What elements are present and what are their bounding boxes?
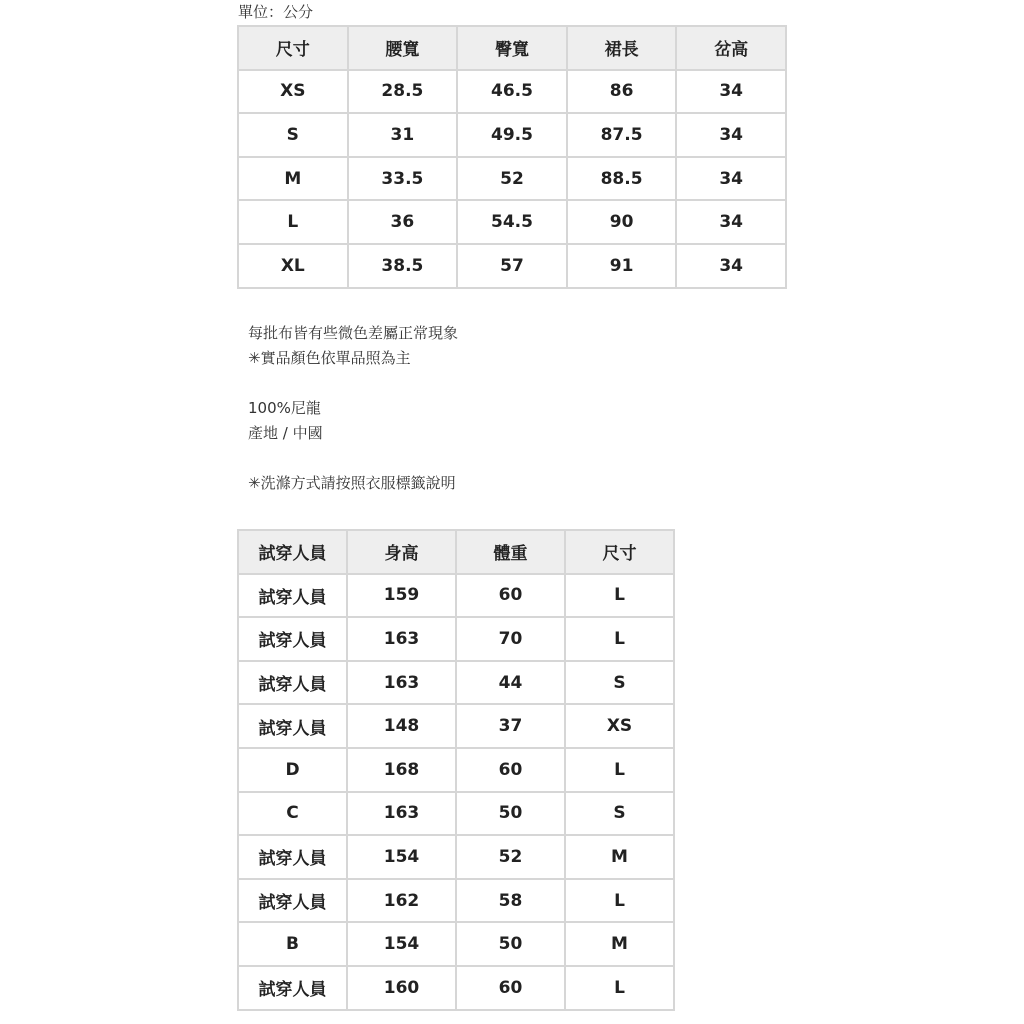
- size-cell: L: [238, 200, 348, 244]
- table-row: [238, 966, 674, 1010]
- color-notes: [248, 321, 458, 371]
- waist-cell: 33.5: [348, 157, 458, 201]
- weight-cell: 70: [456, 617, 565, 661]
- slit-cell: 34: [676, 70, 786, 114]
- length-cell: 90: [567, 200, 677, 244]
- length-cell: 86: [567, 70, 677, 114]
- color-note-line: 每批布皆有些微色差屬正常現象: [248, 324, 459, 342]
- size-cell: S: [238, 113, 348, 157]
- size-cell: M: [565, 835, 674, 879]
- table-row: [238, 574, 674, 618]
- model-header-weight: 體重: [456, 530, 565, 574]
- waist-cell: 36: [348, 200, 458, 244]
- waist-cell: 38.5: [348, 244, 458, 288]
- weight-cell: 58: [456, 879, 565, 923]
- unit-label: 單位：公分: [238, 3, 314, 21]
- size-cell: L: [565, 966, 674, 1010]
- size-cell: M: [565, 922, 674, 966]
- weight-cell: 37: [456, 704, 565, 748]
- hip-cell: 54.5: [457, 200, 567, 244]
- model-header-height: 身高: [347, 530, 456, 574]
- size-chart-header-row: [238, 26, 786, 70]
- waist-cell: 28.5: [348, 70, 458, 114]
- wash-notes: [248, 471, 456, 496]
- height-cell: 162: [347, 879, 456, 923]
- hip-cell: 46.5: [457, 70, 567, 114]
- weight-cell: 50: [456, 792, 565, 836]
- person-cell: C: [238, 792, 347, 836]
- table-row: [238, 244, 786, 288]
- size-cell: M: [238, 157, 348, 201]
- height-cell: 159: [347, 574, 456, 618]
- size-cell: L: [565, 617, 674, 661]
- slit-cell: 34: [676, 244, 786, 288]
- hip-cell: 52: [457, 157, 567, 201]
- height-cell: 154: [347, 835, 456, 879]
- weight-cell: 52: [456, 835, 565, 879]
- weight-cell: 44: [456, 661, 565, 705]
- table-row: [238, 113, 786, 157]
- slit-cell: 34: [676, 200, 786, 244]
- size-cell: L: [565, 748, 674, 792]
- person-cell: 試穿人員: [238, 661, 347, 705]
- length-cell: 87.5: [567, 113, 677, 157]
- size-header-waist: 腰寬: [348, 26, 458, 70]
- table-row: [238, 879, 674, 923]
- wash-text: ✳洗滌方式請按照衣服標籤說明: [248, 474, 456, 492]
- model-header-row: [238, 530, 674, 574]
- table-row: [238, 200, 786, 244]
- table-row: [238, 661, 674, 705]
- size-header-slit: 岔高: [676, 26, 786, 70]
- size-cell: L: [565, 574, 674, 618]
- hip-cell: 57: [457, 244, 567, 288]
- height-cell: 148: [347, 704, 456, 748]
- table-row: [238, 157, 786, 201]
- model-fit-table: [237, 529, 675, 1011]
- person-cell: 試穿人員: [238, 574, 347, 618]
- hip-cell: 49.5: [457, 113, 567, 157]
- model-header-size: 尺寸: [565, 530, 674, 574]
- height-cell: 154: [347, 922, 456, 966]
- table-row: [238, 748, 674, 792]
- height-cell: 163: [347, 792, 456, 836]
- table-row: [238, 704, 674, 748]
- person-cell: 試穿人員: [238, 879, 347, 923]
- person-cell: 試穿人員: [238, 617, 347, 661]
- weight-cell: 50: [456, 922, 565, 966]
- height-cell: 163: [347, 617, 456, 661]
- length-cell: 88.5: [567, 157, 677, 201]
- size-cell: S: [565, 792, 674, 836]
- slit-cell: 34: [676, 113, 786, 157]
- color-note-line: ✳實品顏色依單品照為主: [248, 349, 411, 367]
- person-cell: 試穿人員: [238, 835, 347, 879]
- table-row: [238, 70, 786, 114]
- height-cell: 168: [347, 748, 456, 792]
- size-cell: XS: [238, 70, 348, 114]
- table-row: [238, 922, 674, 966]
- table-row: [238, 792, 674, 836]
- person-cell: 試穿人員: [238, 704, 347, 748]
- length-cell: 91: [567, 244, 677, 288]
- weight-cell: 60: [456, 748, 565, 792]
- slit-cell: 34: [676, 157, 786, 201]
- weight-cell: 60: [456, 966, 565, 1010]
- height-cell: 160: [347, 966, 456, 1010]
- material-text: 100%尼龍: [248, 399, 321, 417]
- size-cell: L: [565, 879, 674, 923]
- size-chart-table: [237, 25, 787, 289]
- weight-cell: 60: [456, 574, 565, 618]
- material-notes: [248, 396, 323, 446]
- table-row: [238, 617, 674, 661]
- person-cell: B: [238, 922, 347, 966]
- person-cell: D: [238, 748, 347, 792]
- size-cell: XL: [238, 244, 348, 288]
- origin-text: 產地 / 中國: [248, 424, 323, 442]
- size-cell: XS: [565, 704, 674, 748]
- size-cell: S: [565, 661, 674, 705]
- person-cell: 試穿人員: [238, 966, 347, 1010]
- table-row: [238, 835, 674, 879]
- model-header-person: 試穿人員: [238, 530, 347, 574]
- size-header-size: 尺寸: [238, 26, 348, 70]
- waist-cell: 31: [348, 113, 458, 157]
- size-header-length: 裙長: [567, 26, 677, 70]
- height-cell: 163: [347, 661, 456, 705]
- size-header-hip: 臀寬: [457, 26, 567, 70]
